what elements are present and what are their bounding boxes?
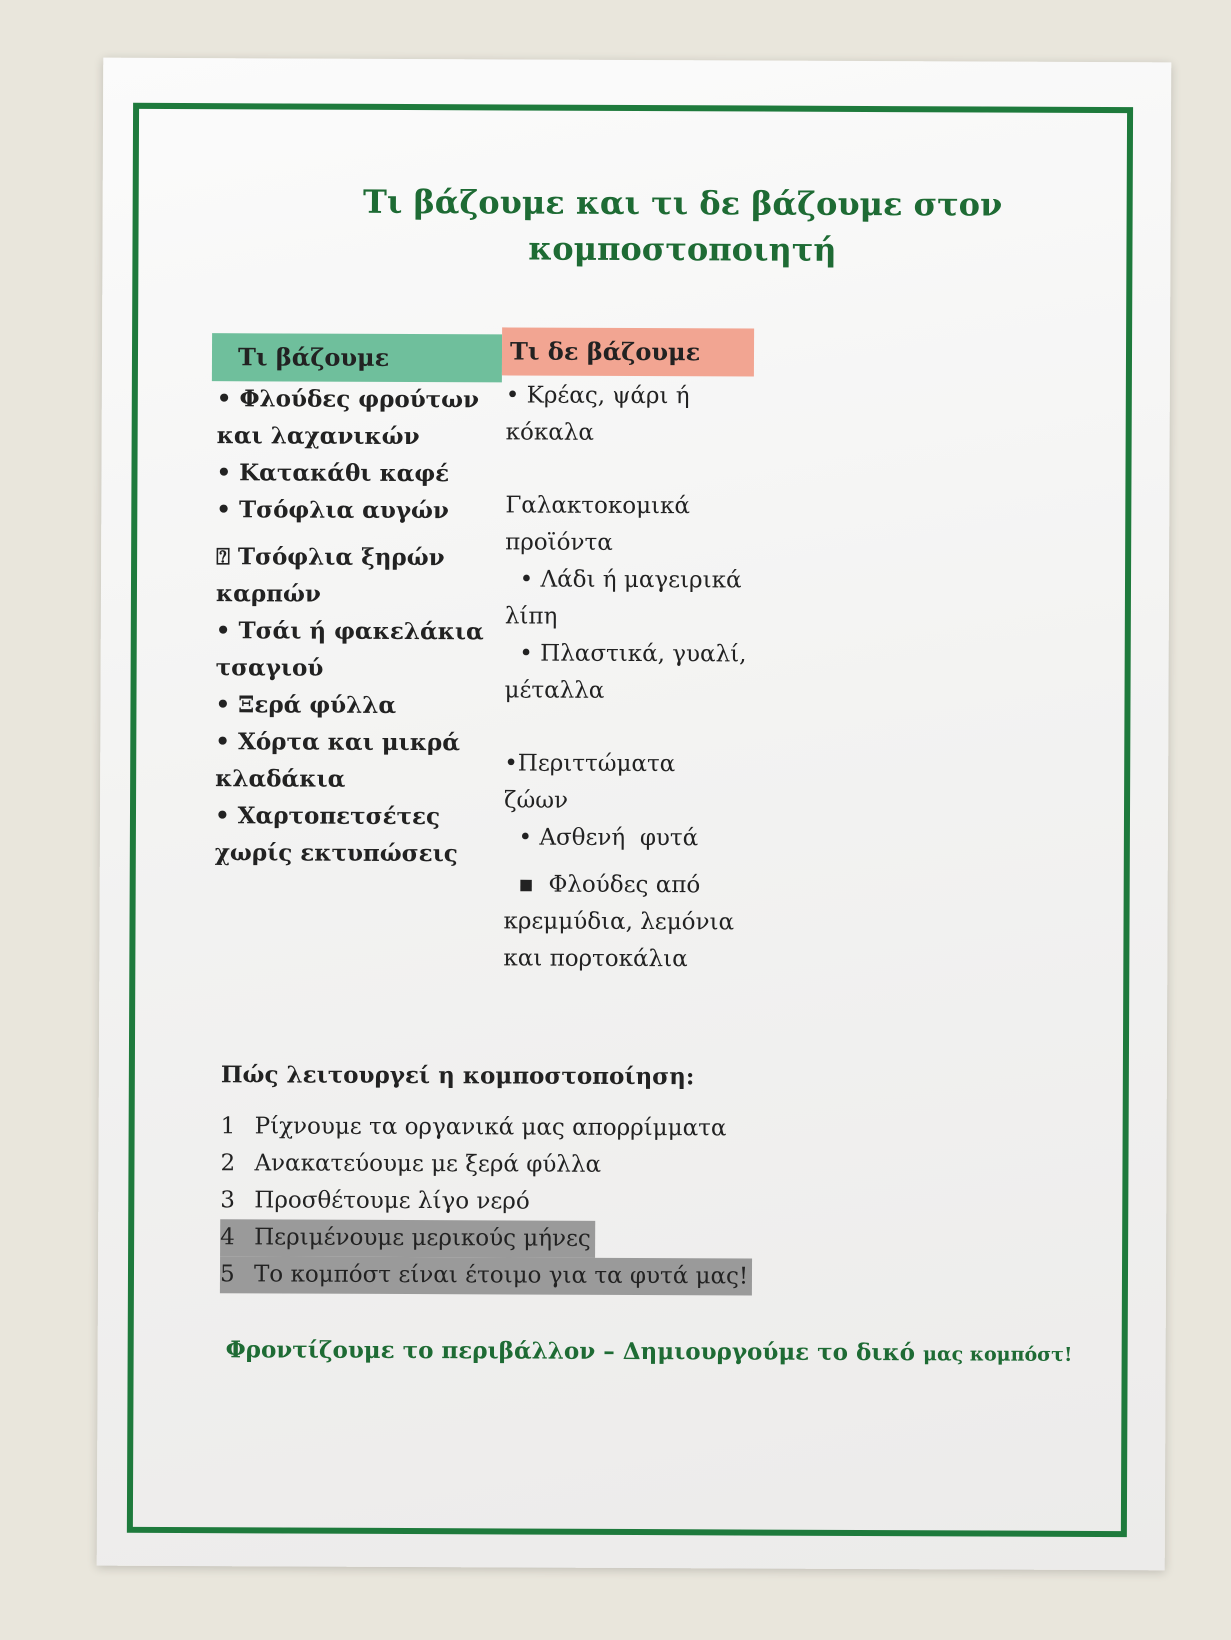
step-item-highlighted: [220, 1256, 752, 1295]
step-item: [220, 1182, 752, 1221]
steps-list: [220, 1108, 753, 1295]
list-item: χωρίς εκτυπώσεις: [214, 839, 458, 868]
list-item: ⍰ Τσόφλια ξηρών: [216, 543, 445, 572]
footer-slogan: [226, 1336, 1073, 1367]
page-title: [312, 179, 1052, 274]
list-item: • Λάδι ή μαγειρικά: [504, 566, 742, 594]
list-item: • Τσάι ή φακελάκια: [215, 617, 484, 646]
step-number: 2: [220, 1150, 236, 1177]
list-item: καρπών: [215, 580, 321, 608]
list-item: • Τσόφλια αυγών: [216, 496, 449, 525]
step-text: Ανακατεύουμε με ξερά φύλλα: [254, 1150, 602, 1178]
step-text: Περιμένουμε μερικούς μήνες: [254, 1224, 591, 1252]
step-text: Το κομπόστ είναι έτοιμο για τα φυτά μας!: [253, 1261, 749, 1290]
do-not-put-header: Τι δε βάζουμε: [502, 327, 754, 376]
footer-main: Φροντίζουμε το περιβάλλον – Δημιουργούμε το δικό: [225, 1336, 916, 1367]
paper-sheet: [97, 58, 1172, 1571]
list-item: Γαλακτοκομικά: [505, 492, 691, 520]
how-it-works-title: Πώς λειτουργεί η κομποστοποίηση:: [220, 1061, 695, 1091]
step-number: 5: [219, 1261, 235, 1288]
list-item: και λαχανικών: [216, 422, 420, 451]
list-item: μέταλλα: [504, 677, 605, 704]
step-item: [220, 1145, 752, 1184]
list-item: ζώων: [504, 787, 569, 814]
list-item: • Πλαστικά, γυαλί,: [504, 640, 747, 668]
footer-small: μας κομπόστ!: [923, 1343, 1073, 1366]
step-text: Προσθέτουμε λίγο νερό: [254, 1187, 530, 1215]
list-item: • Κρέας, ψάρι ή: [505, 382, 690, 410]
list-item: • Φλούδες φρούτων: [216, 385, 480, 414]
list-item: ▪ Φλούδες από: [503, 871, 701, 899]
list-item: • Ξερά φύλλα: [215, 691, 397, 719]
do-put-list: [215, 380, 507, 872]
list-item: τσαγιού: [215, 654, 324, 682]
step-item-highlighted: [220, 1219, 595, 1258]
list-item: προϊόντα: [505, 529, 613, 556]
list-item: • Κατακάθι καφέ: [216, 459, 450, 488]
list-item: κλαδάκια: [215, 765, 346, 793]
step-number: 1: [220, 1113, 236, 1140]
title-line-1: Τι βάζουμε και τι δε βάζουμε στον: [362, 182, 1003, 224]
list-item: κόκαλα: [505, 419, 594, 446]
do-put-header: Τι βάζουμε: [212, 333, 502, 382]
step-number: 4: [220, 1224, 235, 1251]
step-number: 3: [220, 1187, 236, 1214]
list-item: • Ασθενή φυτά: [503, 824, 699, 852]
list-item: κρεμμύδια, λεμόνια: [503, 908, 735, 936]
step-item: [221, 1108, 753, 1147]
step-text: Ρίχνουμε τα οργανικά μας απορρίμματα: [254, 1113, 727, 1142]
list-item: • Χαρτοπετσέτες: [214, 802, 441, 831]
list-item: και πορτοκάλια: [503, 945, 688, 973]
do-not-put-list: [503, 377, 766, 978]
list-item: •Περιττώματα: [504, 750, 676, 778]
title-line-2: κομποστοποιητή: [528, 229, 837, 269]
list-item: • Χόρτα και μικρά: [215, 728, 461, 757]
list-item: λίπη: [504, 603, 558, 630]
